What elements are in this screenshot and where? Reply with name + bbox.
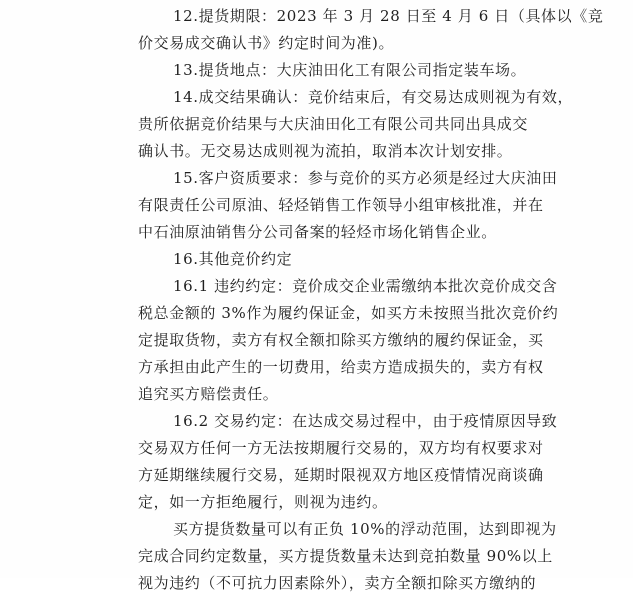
text-line: 13.提货地点：大庆油田化工有限公司指定装车场。 [173,61,527,79]
text-line: 完成合同约定数量，买方提货数量未达到竞拍数量 90%以上 [138,547,553,565]
text-line: 方延期继续履行交易，延期时限视双方地区疫情情况商谈确 [138,466,544,484]
text-line: 中石油原油销售分公司备案的轻烃市场化销售企业。 [138,223,497,241]
section-heading: 16.其他竞价约定 [173,250,293,268]
text-line: 买方提货数量可以有正负 10%的浮动范围，达到即视为 [173,520,557,538]
text-line: 15.客户资质要求：参与竞价的买方必须是经过大庆油田 [173,169,558,187]
text-line: 有限责任公司原油、轻烃销售工作领导小组审核批准，并在 [138,196,544,214]
text-line: 交易双方任何一方无法按期履行交易的，双方均有权要求对 [138,439,544,457]
text-line: 价交易成交确认书》约定时间为准)。 [138,34,395,52]
text-line: 视为违约（不可抗力因素除外），卖方全额扣除买方缴纳的 [138,574,537,592]
text-line: 16.2 交易约定：在达成交易过程中，由于疫情原因导致 [173,412,558,430]
text-line: 方承担由此产生的一切费用，给卖方造成损失的，卖方有权 [138,358,544,376]
text-line: 定，如一方拒绝履行，则视为违约。 [138,493,388,511]
text-line: 16.1 违约约定：竞价成交企业需缴纳本批次竞价成交含 [173,277,558,295]
text-line: 确认书。无交易达成则视为流拍，取消本次计划安排。 [138,142,513,160]
text-line: 定提取货物，卖方有权全额扣除买方缴纳的履约保证金，买 [138,331,544,349]
text-line: 贵所依据竞价结果与大庆油田化工有限公司共同出具成交 [138,115,529,133]
text-line: 税总金额的 3%作为履约保证金，如买方未按照当批次竞价约 [138,304,559,322]
text-line: 14.成交结果确认：竞价结束后，有交易达成则视为有效， [173,88,574,106]
text-line: 追究买方赔偿责任。 [138,385,279,403]
text-line: 12.提货期限：2023 年 3 月 28 日至 4 月 6 日（具体以《竞 [173,7,604,25]
